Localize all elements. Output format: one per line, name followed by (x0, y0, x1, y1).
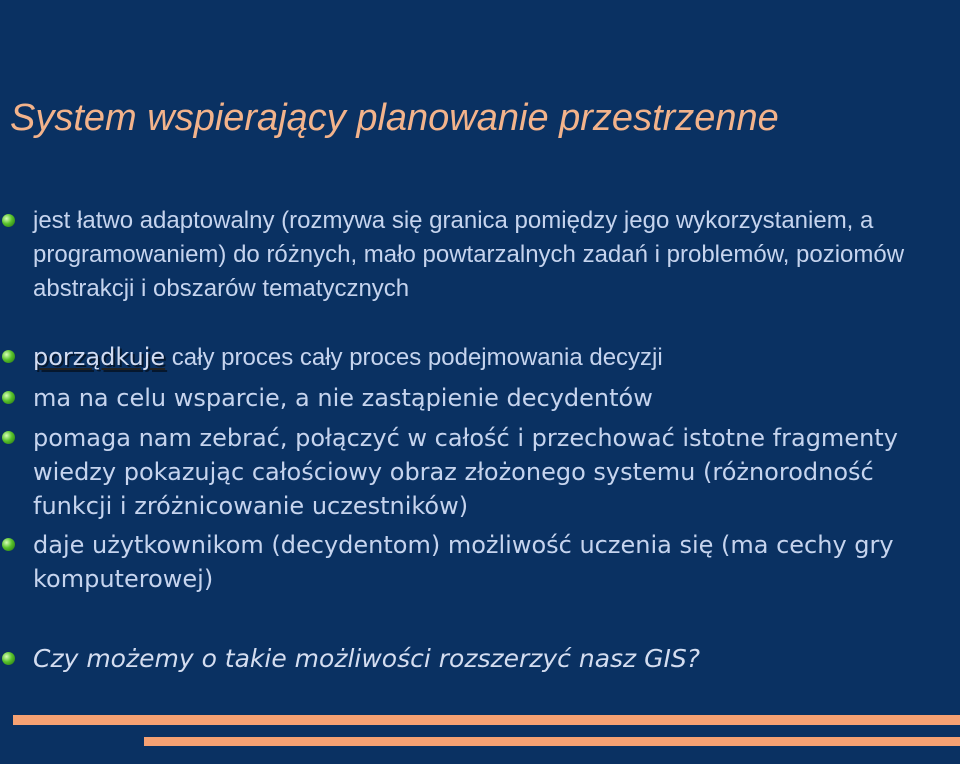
bullet-icon (2, 431, 15, 444)
bullet-icon (2, 538, 15, 551)
bullet-icon (2, 350, 15, 363)
question-text: Czy możemy o takie możliwości rozszerzyć nasz GIS? (33, 644, 701, 673)
bullet-item-learning (33, 528, 933, 596)
bullet-text: daje użytkownikom (decydentom) możliwość uczenia się (ma cechy gry komputerowej) (33, 531, 894, 593)
bullet-text: ma na celu wsparcie, a nie zastąpienie decydentów (33, 384, 653, 412)
highlighted-word: porządkuje (33, 343, 166, 371)
accent-bar-top (13, 715, 960, 725)
bullet-item-knowledge (33, 421, 933, 523)
bullet-text: cały proces cały proces podejmowania decyzji (165, 344, 663, 371)
bullet-item-question (33, 642, 933, 677)
bullet-text: jest łatwo adaptowalny (rozmywa się granica pomiędzy jego wykorzystaniem, a programowaniem) do różnych, mało powtarzalnych zadań i problemów, poziomów abstrakcji i obszarów tematycznych (33, 207, 905, 302)
bullet-item-support (33, 381, 933, 415)
accent-bar-bottom (144, 737, 960, 746)
bullet-icon (2, 391, 15, 404)
bullet-text: pomaga nam zebrać, połączyć w całość i przechować istotne fragmenty wiedzy pokazując całościowy obraz złożonego systemu (różnorodność funkcji i zróżnicowanie uczestników) (33, 424, 898, 520)
bullet-item-organizes (33, 340, 933, 375)
bullet-item-adaptable (33, 204, 933, 306)
bullet-icon (2, 214, 15, 227)
slide-title: System wspierający planowanie przestrzenne (10, 97, 779, 139)
bullet-icon (2, 652, 15, 665)
